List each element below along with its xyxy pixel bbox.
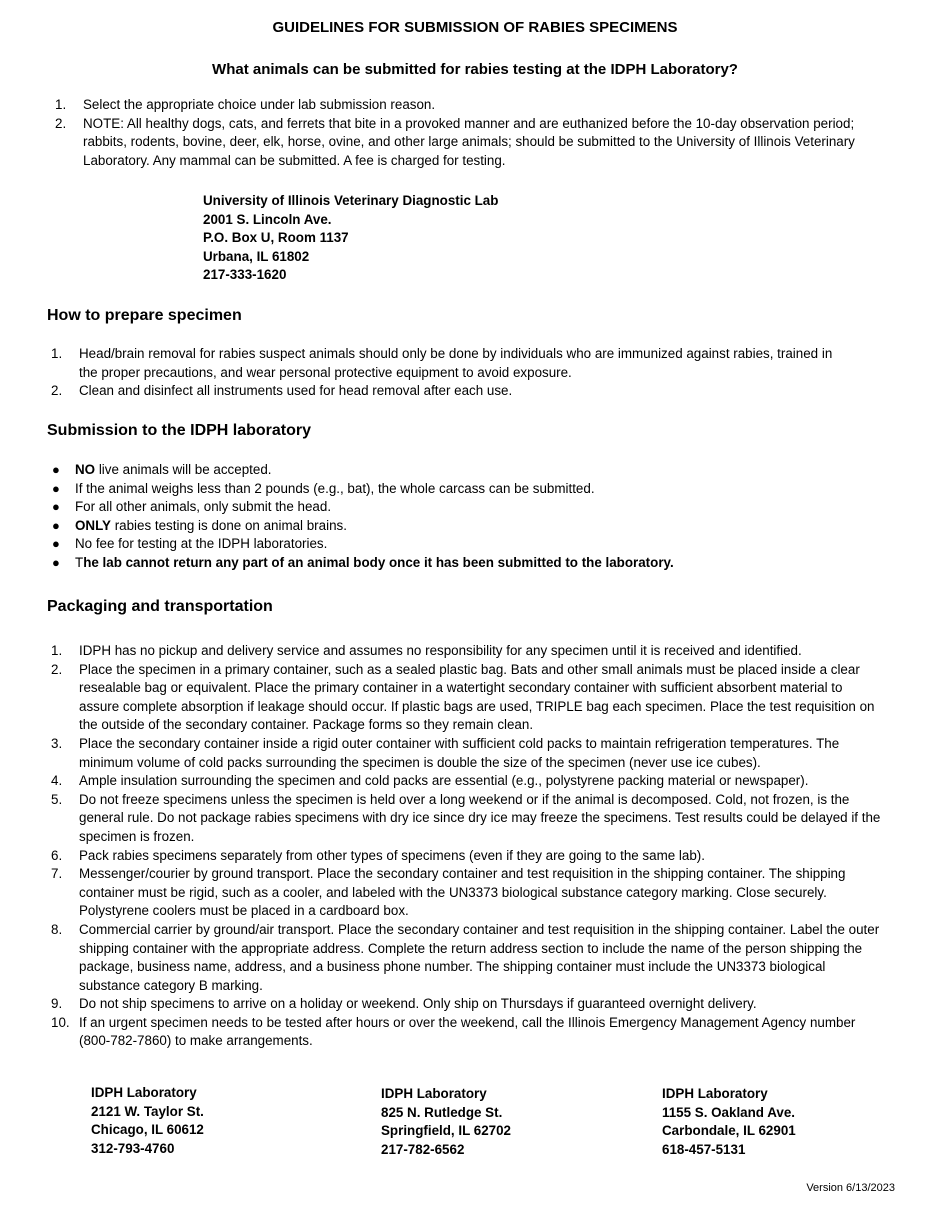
lab-address-springfield: IDPH Laboratory 825 N. Rutledge St. Springfield, IL 62702 217-782-6562 xyxy=(381,1086,511,1157)
bullet-icon: ● xyxy=(52,554,60,570)
bullet-icon: ● xyxy=(52,536,60,552)
list-item: 6. Pack rabies specimens separately from other types of specimens (even if they are going to the same lab). xyxy=(51,847,705,863)
section-heading-prepare: How to prepare specimen xyxy=(47,307,242,324)
list-item: 1. IDPH has no pickup and delivery service and assumes no responsibility for any specimen until it is received and identified. xyxy=(51,643,802,658)
bullet-icon: ● xyxy=(52,462,60,477)
bullet-icon: ● xyxy=(52,517,60,533)
list-item: 1. Head/brain removal for rabies suspect animals should only be done by individuals who are immunized against rabies, trained in the proper precautions, and wear personal protective equipment to avoid exposure. xyxy=(51,346,833,380)
list-item: 5. Do not freeze specimens unless the specimen is held over a long weekend or if the animal is decomposed. Cold, not frozen, is the general rule. Do not package rabies specimens with dry ice since dry ice may freeze the specimens. Test results could be delayed if the specimen is frozen. xyxy=(51,791,881,844)
list-item: 2. Place the specimen in a primary container, such as a sealed plastic bag. Bats and other small animals must be placed inside a clear resealable bag or equivalent. Place the primary container in a watertight secondary container with sufficient absorbent material to assure complete absorption if leakage should occur. If plastic bags are used, TRIPLE bag each specimen. Place the test requisition on the outside of the secondary container. Package forms so they remain clean. xyxy=(51,661,875,733)
lab-address-carbondale: IDPH Laboratory 1155 S. Oakland Ave. Carbondale, IL 62901 618-457-5131 xyxy=(662,1086,796,1157)
list-item: ● If the animal weighs less than 2 pounds (e.g., bat), the whole carcass can be submitted. xyxy=(47,480,867,499)
list-item: 2. Clean and disinfect all instruments used for head removal after each use. xyxy=(51,383,513,399)
list-item: 7. Messenger/courier by ground transport. Place the secondary container and test requisition in the shipping container. The shipping container must be rigid, such as a cooler, and labeled with the UN3373 biological substance category marking. Close securely. Polystyrene coolers must be placed in a cardboard box. xyxy=(51,866,846,919)
prepare-list xyxy=(51,345,841,401)
bullet-icon: ● xyxy=(52,480,60,496)
list-item: ● For all other animals, only submit the head. xyxy=(47,498,867,517)
list-item: ● No fee for testing at the IDPH laboratories. xyxy=(47,535,867,554)
section-heading-submission: Submission to the IDPH laboratory xyxy=(47,422,312,439)
submission-list xyxy=(47,461,867,573)
bullet-icon: ● xyxy=(52,499,60,515)
list-item: 8. Commercial carrier by ground/air transport. Place the secondary container and test requisition in the shipping container. Label the outer shipping container with the appropriate address. Complete the return address section to include the name of the person shipping the package, business name, address, and a business phone number. The shipping container must include the UN3373 biological substance category B marking. xyxy=(51,921,880,993)
intro-list xyxy=(55,96,855,170)
list-item: 10. If an urgent specimen needs to be tested after hours or over the weekend, call the Illinois Emergency Management Agency number (800-782-7860) to make arrangements. xyxy=(51,1014,856,1049)
list-item: 3. Place the secondary container inside a rigid outer container with sufficient cold packs to maintain refrigeration temperatures. The minimum volume of cold packs surrounding the specimen is double the size of the specimen (never use ice cubes). xyxy=(51,735,840,770)
lab-address-chicago: IDPH Laboratory 2121 W. Taylor St. Chicago, IL 60612 312-793-4760 xyxy=(91,1085,204,1156)
document-title: GUIDELINES FOR SUBMISSION OF RABIES SPECIMENS xyxy=(272,19,678,36)
list-item: 4. Ample insulation surrounding the specimen and cold packs are essential (e.g., polystyrene packing material or newspaper). xyxy=(51,773,809,789)
list-item: 1. Select the appropriate choice under lab submission reason. xyxy=(55,97,436,112)
list-item: ● The lab cannot return any part of an animal body once it has been submitted to the laboratory. xyxy=(47,554,867,573)
document-subtitle: What animals can be submitted for rabies testing at the IDPH Laboratory? xyxy=(212,61,738,78)
packaging-list xyxy=(51,642,881,1051)
list-item: ● ONLY rabies testing is done on animal brains. xyxy=(47,517,867,536)
section-heading-packaging: Packaging and transportation xyxy=(47,598,273,615)
list-item: 9. Do not ship specimens to arrive on a holiday or weekend. Only ship on Thursdays if guaranteed overnight delivery. xyxy=(51,996,757,1012)
version-label: Version 6/13/2023 xyxy=(806,1182,895,1194)
uiuc-lab-address: University of Illinois Veterinary Diagnostic Lab 2001 S. Lincoln Ave. P.O. Box U, Room 1137 Urbana, IL 61802 217-333-1620 xyxy=(203,193,499,283)
list-item: ● NO live animals will be accepted. xyxy=(47,461,867,480)
list-item: 2. NOTE: All healthy dogs, cats, and ferrets that bite in a provoked manner and are euthanized before the 10-day observation period; rabbits, rodents, bovine, deer, elk, horse, ovine, and other large animals; should be submitted to the University of Illinois Veterinary Laboratory. Any mammal can be submitted. A fee is charged for testing. xyxy=(55,115,855,168)
